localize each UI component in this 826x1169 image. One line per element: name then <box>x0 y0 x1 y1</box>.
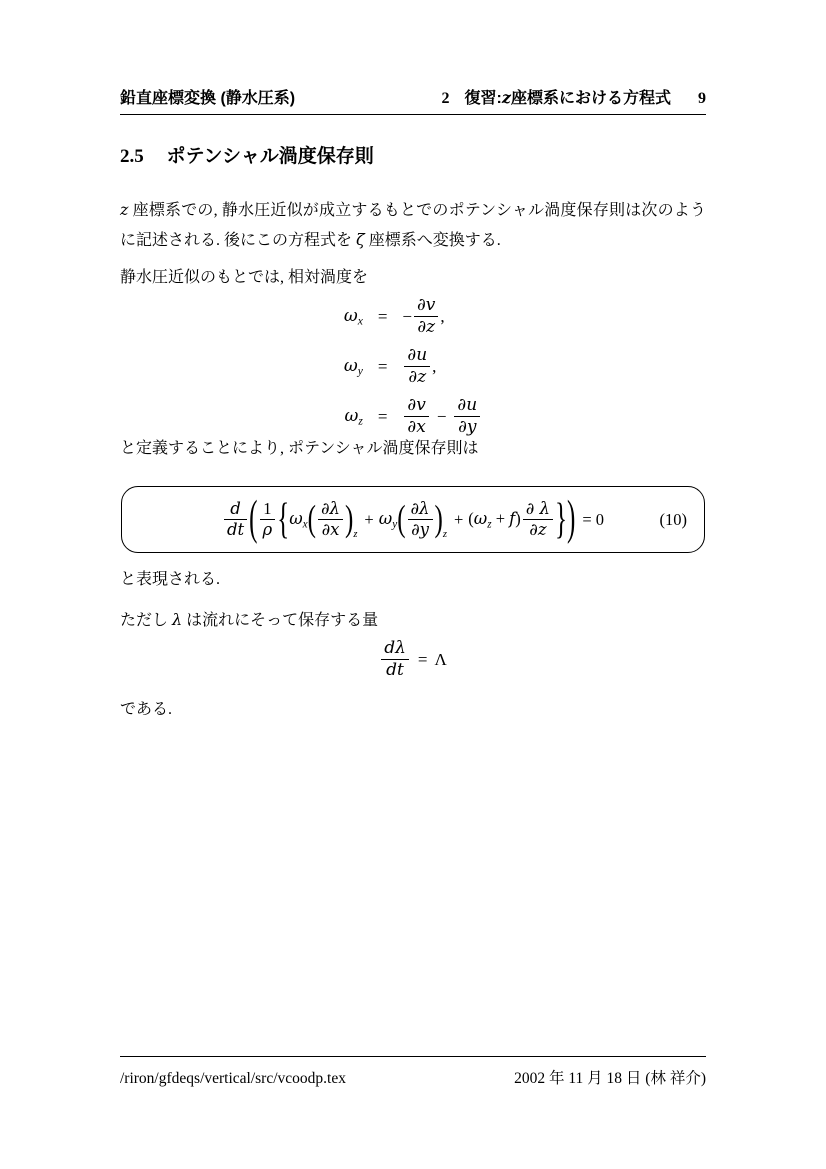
footer-date-author: 2002 年 11 月 18 日 (林 祥介) <box>514 1070 706 1087</box>
paragraph-dearu: である. <box>120 701 173 718</box>
intro-text-2: 座標系へ変換する. <box>364 232 501 249</box>
fraction: $\frac{\partial v}{\partial x}$ <box>404 396 428 437</box>
dlambda-dz-fraction: $\frac{\partial \lambda}{\partial z}$ <box>523 500 553 540</box>
intro-text-1: 座標系での, 静水圧近似が成立するもとでのポテンシャル渦度保存則は次のように記述される. 後にこの方程式を <box>120 202 706 249</box>
right-paren: ) <box>434 498 443 539</box>
fraction: $\frac{\partial u}{\partial z}$ <box>404 346 430 387</box>
right-paren: ) <box>344 498 354 539</box>
header-section-ref <box>442 85 706 108</box>
eq-rhs-omega-z <box>402 396 482 437</box>
eq-relation: = <box>377 356 388 376</box>
paragraph-hydrostatic: 静水圧近似のもとでは, 相対渦度を <box>120 269 369 286</box>
equation-lambda-conservation <box>120 639 706 680</box>
big-left-paren: ( <box>249 492 258 545</box>
eq-lhs-omega-y: $\omega_y$ <box>343 355 363 378</box>
omega-z-plus-f: $(\omega_z + f)$ <box>468 508 521 531</box>
equals-zero: = 0 <box>582 509 605 529</box>
equation-10-body <box>222 492 605 545</box>
page-header <box>120 85 706 115</box>
fraction-2: $\frac{\partial u}{\partial y}$ <box>454 396 480 437</box>
eq-lhs-omega-x: $\omega_x$ <box>343 305 363 328</box>
paren-subscript-z: z <box>442 529 447 540</box>
however-text-post: は流れにそって保存する量 <box>182 612 379 629</box>
dlambda-dx-fraction: $\frac{\partial\lambda}{\partial x}$ <box>318 500 343 540</box>
dlambda-dy-fraction: $\frac{\partial\lambda}{\partial y}$ <box>408 500 433 540</box>
page-number: 9 <box>698 90 706 107</box>
eq-relation: = <box>377 306 388 326</box>
dlambda-dt-fraction: $\frac{d\lambda}{dt}$ <box>381 639 409 680</box>
ddt-fraction: $\frac{d}{dt}$ <box>224 500 247 540</box>
header-section-title-post: 座標系における方程式 <box>510 90 671 107</box>
header-section-title-pre: 復習: <box>464 90 502 107</box>
big-right-brace: } <box>555 495 568 543</box>
var-z: z <box>120 200 129 219</box>
eq-rhs-omega-y <box>402 346 436 387</box>
minus-sign: − <box>402 306 413 326</box>
left-paren: ( <box>307 498 316 539</box>
paragraph-define: と定義することにより, ポテンシャル渦度保存則は <box>120 440 479 457</box>
paragraph-intro <box>120 195 706 255</box>
inv-rho-fraction: $\frac{1}{\rho}$ <box>260 500 276 540</box>
paragraph-expressed: と表現される. <box>120 571 221 588</box>
equation-array <box>344 296 482 437</box>
omega-y: $\omega_y$ <box>378 508 398 531</box>
paragraph-however <box>120 605 706 635</box>
header-doc-title: 鉛直座標変換 (静水圧系) <box>120 90 296 107</box>
var-zeta: ζ <box>356 230 365 249</box>
omega-x: $\omega_x$ <box>289 508 308 531</box>
footer-source-path: /riron/gfdeqs/vertical/src/vcoodp.tex <box>120 1070 346 1087</box>
eq-rhs-omega-x <box>402 296 444 337</box>
paren-subscript-z: z <box>353 529 358 540</box>
boxed-equation-10 <box>121 486 705 553</box>
left-paren: ( <box>397 498 406 539</box>
fraction: $\frac{\partial v}{\partial z}$ <box>414 296 438 337</box>
page-footer <box>120 1056 706 1088</box>
trailing-comma: , <box>432 356 437 376</box>
big-left-brace: { <box>277 495 290 543</box>
header-section-number: 2 <box>441 90 450 107</box>
equals-sign: = <box>417 649 428 669</box>
eq-relation: = <box>377 406 388 426</box>
capital-lambda: Λ <box>434 649 447 669</box>
section-title: ポテンシャル渦度保存則 <box>166 146 374 167</box>
plus-operator: + <box>453 509 464 529</box>
section-number: 2.5 <box>120 146 144 167</box>
trailing-comma: , <box>440 306 445 326</box>
operator: − <box>436 406 447 426</box>
eq-lhs-omega-z: $\omega_z$ <box>344 405 363 428</box>
plus-operator: + <box>364 509 374 529</box>
header-var-z: z <box>501 88 511 107</box>
equation-vorticity-definitions <box>120 296 706 437</box>
big-right-paren: ) <box>567 492 576 545</box>
section-heading <box>120 141 374 168</box>
var-lambda: λ <box>172 610 183 629</box>
however-text-pre: ただし <box>120 612 173 629</box>
equation-tag: (10) <box>659 509 687 529</box>
